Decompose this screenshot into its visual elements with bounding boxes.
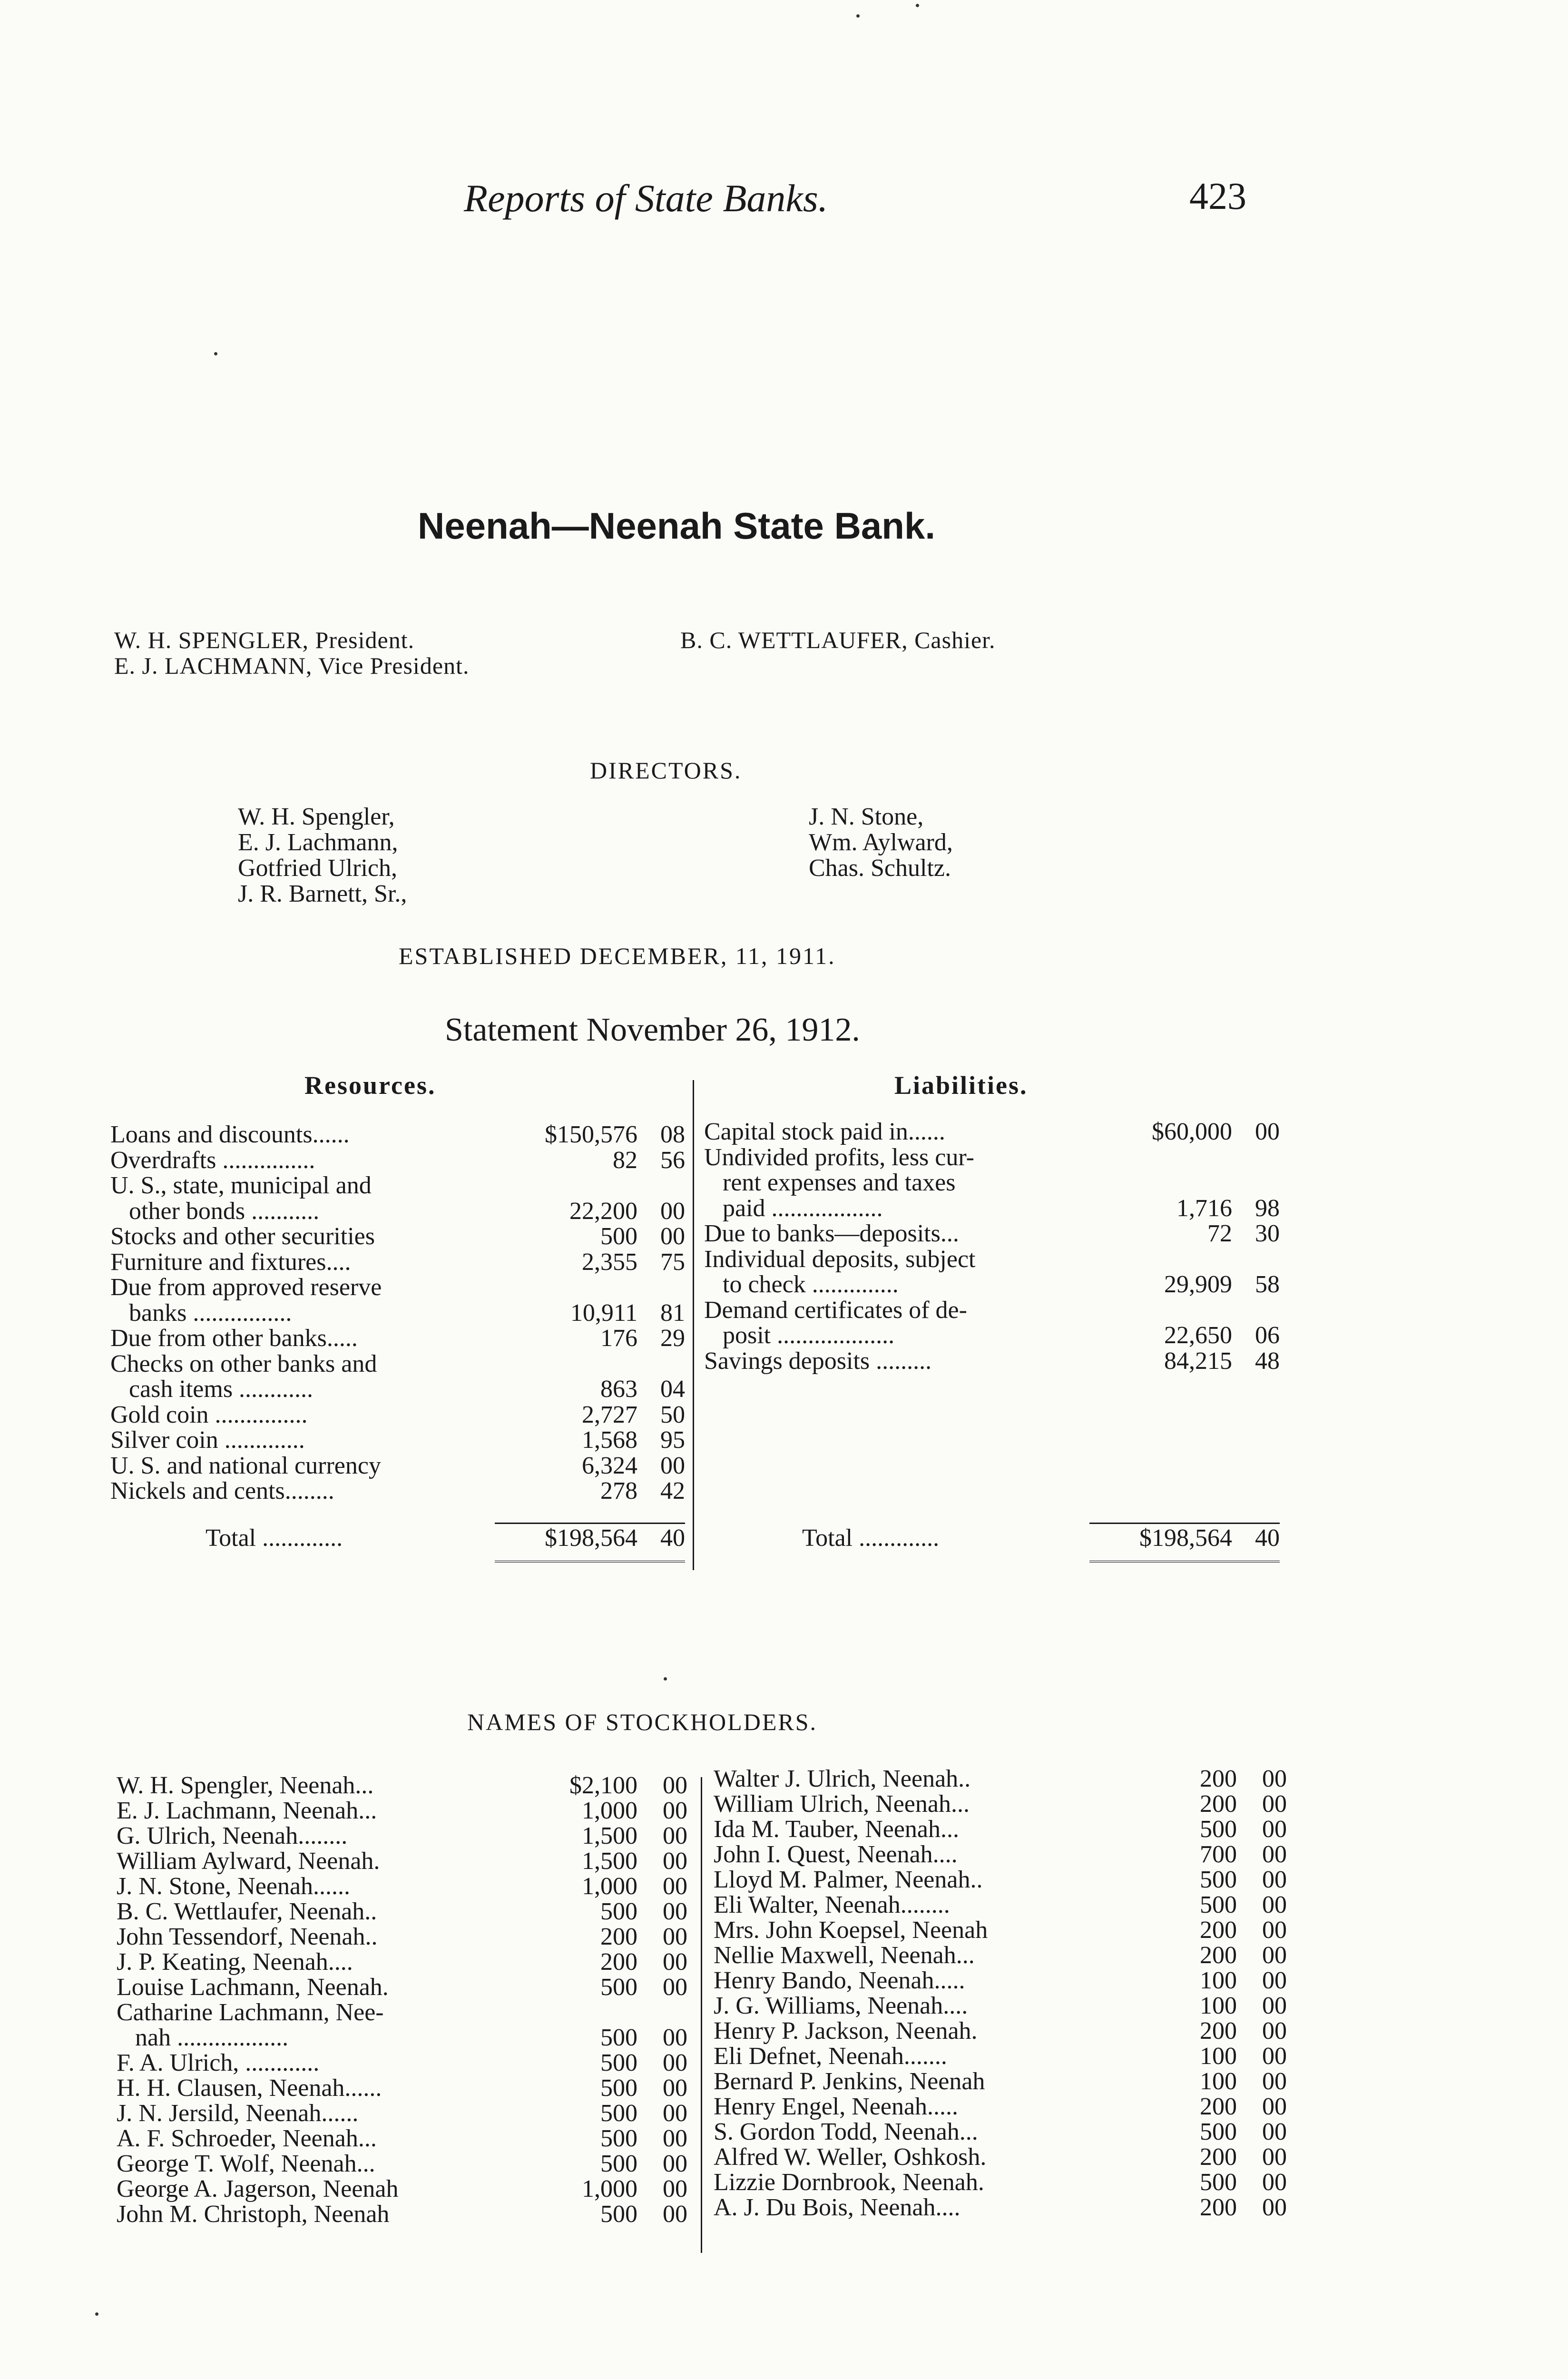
resource-row-cents: 08 [660, 1121, 685, 1148]
stockholder-row-cents: 00 [1262, 2017, 1287, 2045]
stockholder-row-dollars: 500 [600, 2049, 637, 2076]
resource-row-dollars: 2,355 [582, 1248, 637, 1276]
liability-row-label: to check .............. [704, 1271, 899, 1298]
officer-cashier: B. C. WETTLAUFER, Cashier. [680, 627, 996, 653]
stockholder-row-cents: 00 [663, 2175, 687, 2202]
stockholder-row-dollars: 500 [1200, 1816, 1237, 1843]
liability-row-cents: 00 [1255, 1118, 1280, 1145]
stockholder-row-dollars: 100 [1200, 2043, 1237, 2070]
statement-column-divider [693, 1080, 694, 1570]
stockholder-row-dollars: 500 [1200, 1866, 1237, 1893]
stockholder-row-dollars: 500 [1200, 1891, 1237, 1918]
resources-total-double-rule [495, 1561, 685, 1563]
directors-heading: DIRECTORS. [590, 757, 742, 784]
stockholder-row-cents: 00 [1262, 1967, 1287, 1994]
stockholder-row-dollars: 100 [1200, 1992, 1237, 2019]
resource-row-dollars: 1,568 [582, 1426, 637, 1454]
stockholder-row-dollars: 500 [600, 2100, 637, 2127]
stockholder-row-label: H. H. Clausen, Neenah...... [117, 2074, 382, 2102]
stockholder-row-dollars: 500 [600, 1898, 637, 1925]
stockholder-row-label: John I. Quest, Neenah.... [714, 1841, 958, 1868]
resources-total-rule [495, 1523, 685, 1524]
stockholder-row-label: W. H. Spengler, Neenah... [117, 1772, 374, 1799]
stockholder-row-label: A. F. Schroeder, Neenah... [117, 2125, 377, 2152]
resource-row-cents: 56 [660, 1146, 685, 1174]
resource-row-dollars: 863 [600, 1376, 637, 1403]
stockholder-row-label: G. Ulrich, Neenah........ [117, 1822, 348, 1849]
stockholder-row-label: J. P. Keating, Neenah.... [117, 1948, 353, 1976]
stockholder-row-label: J. N. Jersild, Neenah...... [117, 2100, 359, 2127]
liabilities-heading: Liabilities. [894, 1071, 1028, 1100]
resource-row-cents: 42 [660, 1477, 685, 1504]
stockholder-row-cents: 00 [663, 2100, 687, 2127]
stockholder-row-cents: 00 [1262, 1942, 1287, 1969]
stockholder-row-cents: 00 [1262, 2068, 1287, 2095]
stockholder-row-label: B. C. Wettlaufer, Neenah.. [117, 1898, 377, 1925]
stockholder-row-dollars: 200 [1200, 1765, 1237, 1792]
resource-row-label: Overdrafts ............... [110, 1146, 315, 1174]
stockholder-row-dollars: 200 [1200, 2017, 1237, 2045]
stockholder-row-cents: 00 [1262, 1841, 1287, 1868]
running-title: Reports of State Banks. [464, 177, 828, 220]
stockholder-row-dollars: 1,000 [582, 1797, 637, 1824]
liability-row-label: rent expenses and taxes [704, 1169, 956, 1196]
stockholder-row-label: S. Gordon Todd, Neenah... [714, 2118, 978, 2145]
resource-row-cents: 29 [660, 1325, 685, 1352]
liabilities-total-dollars: $198,564 [1139, 1524, 1232, 1552]
stockholder-row-dollars: 100 [1200, 2068, 1237, 2095]
stockholder-row-dollars: 200 [1200, 1917, 1237, 1944]
stockholder-row-cents: 00 [663, 1772, 687, 1799]
stockholder-row-cents: 00 [663, 1974, 687, 2001]
resource-row-label: Furniture and fixtures.... [110, 1248, 351, 1276]
stockholder-row-dollars: 200 [1200, 2093, 1237, 2120]
stockholder-row-cents: 00 [663, 1873, 687, 1900]
resource-row-cents: 00 [660, 1452, 685, 1479]
scan-speck [856, 14, 860, 18]
liabilities-total-label: Total ............. [802, 1524, 940, 1552]
stockholder-row-label: Nellie Maxwell, Neenah... [714, 1942, 975, 1969]
liability-row-cents: 48 [1255, 1347, 1280, 1375]
stockholder-row-label: Eli Defnet, Neenah....... [714, 2043, 947, 2070]
stockholder-row-dollars: 200 [1200, 2143, 1237, 2171]
stockholder-row-label: Louise Lachmann, Neenah. [117, 1974, 389, 2001]
liability-row-label: Demand certificates of de- [704, 1296, 967, 1324]
resources-total-label: Total ............. [206, 1524, 343, 1552]
resource-row-label: Due from approved reserve [110, 1274, 382, 1301]
liabilities-total-rule [1089, 1523, 1280, 1524]
stockholder-row-label: John M. Christoph, Neenah [117, 2201, 390, 2228]
stockholder-row-dollars: 500 [600, 2125, 637, 2152]
stockholders-heading: NAMES OF STOCKHOLDERS. [467, 1709, 818, 1735]
stockholder-row-dollars: $2,100 [569, 1772, 637, 1799]
stockholder-row-label: Eli Walter, Neenah........ [714, 1891, 950, 1918]
resources-heading: Resources. [304, 1071, 436, 1100]
liability-row-label: Savings deposits ......... [704, 1347, 932, 1375]
stockholder-row-cents: 00 [1262, 2118, 1287, 2145]
stockholder-row-cents: 00 [663, 2024, 687, 2051]
resource-row-dollars: $150,576 [545, 1121, 637, 1148]
resource-row-label: U. S. and national currency [110, 1452, 381, 1479]
resource-row-label: Stocks and other securities [110, 1223, 375, 1250]
stockholder-row-cents: 00 [1262, 2143, 1287, 2171]
stockholder-row-dollars: 500 [600, 2150, 637, 2177]
stockholder-row-label: Lloyd M. Palmer, Neenah.. [714, 1866, 983, 1893]
resource-row-cents: 50 [660, 1401, 685, 1428]
director-name: Gotfried Ulrich, [238, 855, 398, 882]
stockholder-row-label: nah .................. [117, 2024, 289, 2051]
page-number: 423 [1189, 176, 1246, 217]
stockholder-row-cents: 00 [1262, 2169, 1287, 2196]
stockholder-row-label: Henry Bando, Neenah..... [714, 1967, 965, 1994]
resource-row-cents: 81 [660, 1299, 685, 1327]
statement-title: Statement November 26, 1912. [445, 1012, 860, 1048]
stockholders-column-divider [701, 1777, 702, 2253]
liability-row-label: posit ................... [704, 1322, 895, 1349]
resource-row-cents: 95 [660, 1426, 685, 1454]
director-name: E. J. Lachmann, [238, 829, 398, 856]
stockholder-row-cents: 00 [663, 2074, 687, 2102]
stockholder-row-label: Lizzie Dornbrook, Neenah. [714, 2169, 984, 2196]
resource-row-dollars: 6,324 [582, 1452, 637, 1479]
directors-right-list [809, 804, 953, 881]
director-name: J. R. Barnett, Sr., [238, 880, 407, 907]
stockholder-row-label: Bernard P. Jenkins, Neenah [714, 2068, 985, 2095]
resource-row-cents: 04 [660, 1376, 685, 1403]
director-name: J. N. Stone, [809, 803, 924, 830]
stockholder-row-cents: 00 [663, 1923, 687, 1950]
liability-row-label: Undivided profits, less cur- [704, 1143, 974, 1171]
stockholder-row-label: Mrs. John Koepsel, Neenah [714, 1917, 988, 1944]
liability-row-label: Capital stock paid in...... [704, 1118, 945, 1145]
stockholder-row-label: William Ulrich, Neenah... [714, 1790, 970, 1818]
stockholder-row-cents: 00 [663, 1948, 687, 1976]
stockholder-row-dollars: 500 [600, 2074, 637, 2102]
resource-row-label: U. S., state, municipal and [110, 1172, 372, 1199]
stockholder-row-cents: 00 [663, 2201, 687, 2228]
scan-speck [95, 2312, 98, 2316]
stockholder-row-dollars: 200 [1200, 1790, 1237, 1818]
stockholder-row-dollars: 1,000 [582, 2175, 637, 2202]
liability-row-label: Due to banks—deposits... [704, 1220, 959, 1247]
stockholder-row-dollars: 500 [1200, 2118, 1237, 2145]
liability-row-dollars: 1,716 [1176, 1194, 1232, 1222]
stockholder-row-cents: 00 [663, 2125, 687, 2152]
resource-row-label: Silver coin ............. [110, 1426, 305, 1454]
resource-row-cents: 75 [660, 1248, 685, 1276]
stockholder-row-label: Henry P. Jackson, Neenah. [714, 2017, 978, 2045]
director-name: Chas. Schultz. [809, 855, 951, 882]
stockholder-row-label: J. N. Stone, Neenah...... [117, 1873, 351, 1900]
stockholder-row-cents: 00 [1262, 1992, 1287, 2019]
stockholder-row-label: A. J. Du Bois, Neenah.... [714, 2194, 960, 2221]
officer-president: W. H. SPENGLER, President. [114, 627, 415, 653]
resources-total-cents: 40 [660, 1524, 685, 1552]
resource-row-label: Gold coin ............... [110, 1401, 308, 1428]
scan-speck [214, 352, 217, 355]
resource-row-dollars: 22,200 [569, 1197, 637, 1225]
liability-row-dollars: $60,000 [1152, 1118, 1232, 1145]
liability-row-dollars: 72 [1207, 1220, 1232, 1247]
stockholder-row-dollars: 500 [600, 2024, 637, 2051]
scan-speck [916, 4, 919, 7]
stockholder-row-dollars: 200 [600, 1948, 637, 1976]
resource-row-dollars: 500 [600, 1223, 637, 1250]
stockholder-row-cents: 00 [663, 1797, 687, 1824]
liability-row-dollars: 84,215 [1164, 1347, 1232, 1375]
bank-title: Neenah—Neenah State Bank. [418, 505, 936, 547]
stockholder-row-dollars: 500 [600, 1974, 637, 2001]
stockholder-row-label: George A. Jagerson, Neenah [117, 2175, 399, 2202]
liability-row-label: paid .................. [704, 1194, 883, 1222]
stockholder-row-cents: 00 [663, 1822, 687, 1849]
stockholder-row-dollars: 1,500 [582, 1848, 637, 1875]
resource-row-label: Loans and discounts...... [110, 1121, 350, 1148]
stockholder-row-dollars: 200 [1200, 1942, 1237, 1969]
stockholder-row-label: Henry Engel, Neenah..... [714, 2093, 959, 2120]
resource-row-dollars: 10,911 [570, 1299, 637, 1327]
liability-row-dollars: 22,650 [1164, 1322, 1232, 1349]
stockholder-row-dollars: 200 [600, 1923, 637, 1950]
resource-row-label: Nickels and cents........ [110, 1477, 334, 1504]
director-name: W. H. Spengler, [238, 803, 395, 830]
resource-row-label: Due from other banks..... [110, 1325, 358, 1352]
resource-row-label: cash items ............ [110, 1376, 314, 1403]
resource-row-cents: 00 [660, 1197, 685, 1225]
stockholder-row-cents: 00 [663, 1848, 687, 1875]
stockholder-row-cents: 00 [663, 2049, 687, 2076]
officer-vice-president: E. J. LACHMANN, Vice President. [114, 652, 470, 679]
stockholder-row-dollars: 500 [1200, 2169, 1237, 2196]
scan-speck [664, 1677, 667, 1681]
resource-row-label: Checks on other banks and [110, 1350, 377, 1377]
stockholder-row-cents: 00 [1262, 2194, 1287, 2221]
established-date: ESTABLISHED DECEMBER, 11, 1911. [399, 943, 836, 969]
resource-row-dollars: 2,727 [582, 1401, 637, 1428]
liability-row-label: Individual deposits, subject [704, 1245, 976, 1273]
resource-row-dollars: 82 [613, 1146, 637, 1174]
stockholder-row-dollars: 200 [1200, 2194, 1237, 2221]
stockholder-row-label: John Tessendorf, Neenah.. [117, 1923, 378, 1950]
stockholder-row-cents: 00 [1262, 1765, 1287, 1792]
liabilities-total-double-rule [1089, 1561, 1280, 1563]
director-name: Wm. Aylward, [809, 829, 953, 856]
resource-row-dollars: 278 [600, 1477, 637, 1504]
stockholder-row-cents: 00 [1262, 2043, 1287, 2070]
resource-row-cents: 00 [660, 1223, 685, 1250]
liabilities-total-cents: 40 [1255, 1524, 1280, 1552]
stockholder-row-label: Ida M. Tauber, Neenah... [714, 1816, 960, 1843]
stockholder-row-label: J. G. Williams, Neenah.... [714, 1992, 968, 2019]
stockholder-row-label: E. J. Lachmann, Neenah... [117, 1797, 377, 1824]
resource-row-label: banks ................ [110, 1299, 292, 1327]
stockholder-row-dollars: 700 [1200, 1841, 1237, 1868]
liability-row-dollars: 29,909 [1164, 1271, 1232, 1298]
liability-row-cents: 30 [1255, 1220, 1280, 1247]
stockholder-row-cents: 00 [663, 2150, 687, 2177]
liability-row-cents: 58 [1255, 1271, 1280, 1298]
directors-left-list [238, 804, 407, 907]
stockholder-row-label: Walter J. Ulrich, Neenah.. [714, 1765, 971, 1792]
stockholder-row-label: Catharine Lachmann, Nee- [117, 1999, 384, 2026]
resources-total-dollars: $198,564 [545, 1524, 637, 1552]
stockholder-row-label: Alfred W. Weller, Oshkosh. [714, 2143, 987, 2171]
stockholder-row-cents: 00 [1262, 2093, 1287, 2120]
stockholder-row-dollars: 1,000 [582, 1873, 637, 1900]
stockholder-row-cents: 00 [663, 1898, 687, 1925]
stockholder-row-label: George T. Wolf, Neenah... [117, 2150, 375, 2177]
stockholder-row-cents: 00 [1262, 1866, 1287, 1893]
stockholder-row-cents: 00 [1262, 1816, 1287, 1843]
stockholder-row-cents: 00 [1262, 1891, 1287, 1918]
stockholder-row-cents: 00 [1262, 1917, 1287, 1944]
liability-row-cents: 06 [1255, 1322, 1280, 1349]
stockholder-row-dollars: 1,500 [582, 1822, 637, 1849]
stockholder-row-dollars: 100 [1200, 1967, 1237, 1994]
stockholder-row-dollars: 500 [600, 2201, 637, 2228]
stockholder-row-cents: 00 [1262, 1790, 1287, 1818]
stockholder-row-label: William Aylward, Neenah. [117, 1848, 380, 1875]
resource-row-dollars: 176 [600, 1325, 637, 1352]
resource-row-label: other bonds ........... [110, 1197, 320, 1225]
stockholder-row-label: F. A. Ulrich, ............ [117, 2049, 320, 2076]
liability-row-cents: 98 [1255, 1194, 1280, 1222]
